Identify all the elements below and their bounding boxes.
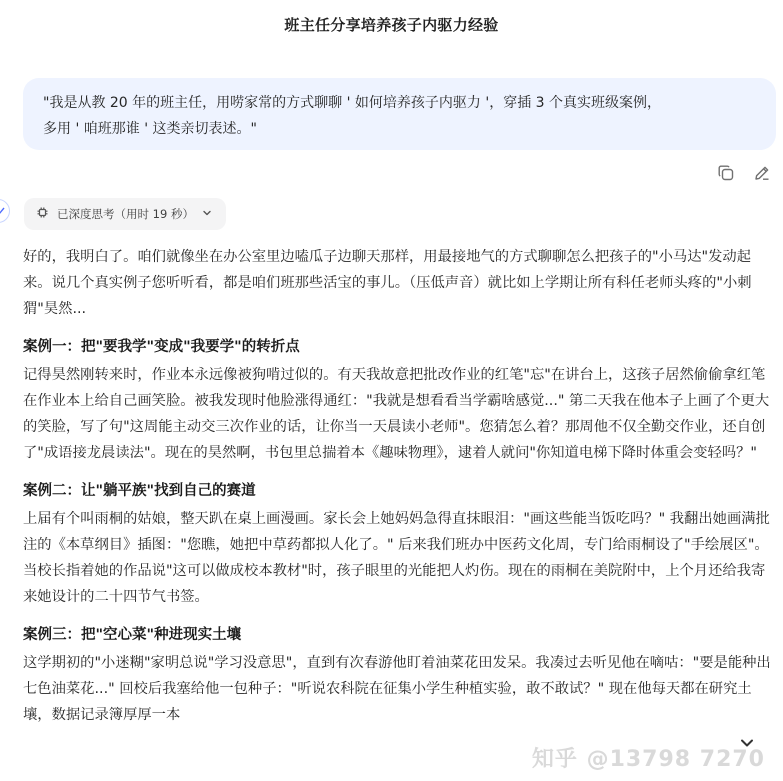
copy-icon[interactable] — [715, 162, 737, 184]
case-section — [23, 622, 778, 728]
thinking-icon — [36, 206, 49, 222]
page-title: 班主任分享培养孩子内驱力经验 — [284, 16, 499, 34]
watermark: 知乎 @13798 7270 — [531, 747, 765, 772]
case-section — [23, 334, 778, 466]
thinking-label: 已深度思考（用时 19 秒） — [57, 207, 194, 221]
scroll-to-bottom-button[interactable] — [735, 731, 759, 755]
edit-icon[interactable] — [751, 162, 773, 184]
answer-intro: 好的，我明白了。咱们就像坐在办公室里边嗑瓜子边聊天那样，用最接地气的方式聊聊怎么把孩子的"小马达"发动起来。说几个真实例子您听听看，都是咱们班那些活宝的事儿。（压低声音）就比如上学期让所有科任老师头疼的"小刺猬"昊然... — [23, 249, 752, 317]
case-title: 案例二：让"躺平族"找到自己的赛道 — [23, 483, 256, 499]
user-message-bubble: "我是从教 20 年的班主任，用唠家常的方式聊聊 ' 如何培养孩子内驱力 '，穿插 3 个真实班级案例， 多用 ' 咱班那谁 ' 这类亲切表述。" — [23, 78, 776, 150]
case-body: 这学期初的"小迷糊"家明总说"学习没意思"，直到有次春游他盯着油菜花田发呆。我凑过去听见他在嘀咕："要是能种出七色油菜花..." 回校后我塞给他一包种子："听说农科院在征集小学生种植实验，敢不敢试？" 现在他每天都在研究土壤，数据记录簿厚厚一本 — [23, 655, 771, 723]
case-body: 记得昊然刚转来时，作业本永远像被狗啃过似的。有天我故意把批改作业的红笔"忘"在讲台上，这孩子居然偷偷拿红笔在作业本上给自己画笑脸。被我发现时他脸涨得通红："我就是想看看当学霸啥感觉..." 第二天我在他本子上画了个更大的笑脸，写了句"这周能主动交三次作业的话，让你当一天晨读小老师"。您猜怎么着？那周他不仅全勤交作业，还自创了"成语接龙晨读法"。现在的昊然啊，书包里总揣着本《趣味物理》，逮着人就问"你知道电梯下降时体重会变轻吗？" — [23, 367, 770, 461]
message-actions — [715, 162, 773, 184]
assistant-answer — [23, 244, 778, 740]
case-title: 案例一：把"要我学"变成"我要学"的转折点 — [23, 339, 300, 355]
case-body: 上届有个叫雨桐的姑娘，整天趴在桌上画漫画。家长会上她妈妈急得直抹眼泪："画这些能当饭吃吗？" 我翻出她画满批注的《本草纲目》插图："您瞧，她把中草药都拟人化了。" 后来我们班办中医药文化周，专门给雨桐设了"手绘展区"。当校长指着她的作品说"这可以做成校本教材"时，孩子眼里的光能把人灼伤。现在的雨桐在美院附中，上个月还给我寄来她设计的二十四节气书签。 — [23, 511, 770, 605]
case-title: 案例三：把"空心菜"种进现实土壤 — [23, 627, 242, 643]
chevron-down-icon — [202, 207, 212, 221]
assistant-avatar — [0, 199, 10, 223]
case-section — [23, 478, 778, 610]
thinking-toggle[interactable] — [24, 198, 226, 230]
